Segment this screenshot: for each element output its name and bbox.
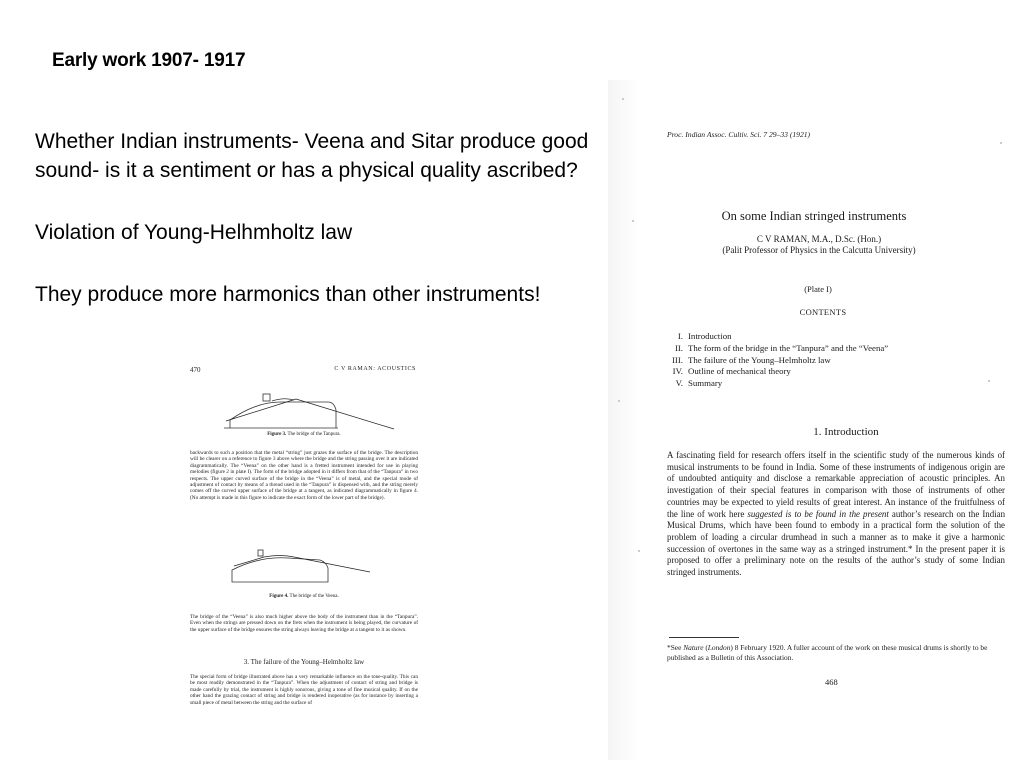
plate-reference: (Plate I) <box>804 284 832 294</box>
section3-heading: 3. The failure of the Young–Helmholtz law <box>243 658 365 666</box>
veena-bridge-figure <box>224 546 374 592</box>
footnote: *See Nature (London) 8 February 1920. A fuller account of the work on these musical drums is shortly to be published as a Bulletin of this Association. <box>667 643 988 662</box>
figure3-caption <box>186 432 422 437</box>
left-paragraph-3: The special form of bridge illustrated above has a very remarkable influence on the tone-quality. This can be most readily demonstrated in the “Tanpura”. When the adjustment of contact of string and bridge is made carefully by trial, the instrument is highly sonorous, giving a tone of fine musical quality. If on the other hand the grazing contact of string and bridge is rendered inoperative (as for instance by inserting a small piece of metal between the string and the surface of <box>190 674 418 706</box>
contents-heading: CONTENTS <box>799 307 847 317</box>
left-page-header <box>190 366 416 376</box>
author-line: C V RAMAN, M.A., D.Sc. (Hon.) <box>756 234 882 244</box>
left-paragraph-2: The bridge of the “Veena” is also much higher above the body of the instrument than in the “Tanpura”. Even when the strings are pressed down on the frets when the instrument is being played, the curvature of the upper surface of the bridge ensures the string always leaving the bridge at a tangent to it as shown. <box>190 614 418 633</box>
introduction-heading: 1. Introduction <box>813 426 879 438</box>
journal-reference: Proc. Indian Assoc. Cultiv. Sci. 7 29–33 (1921) <box>667 130 811 139</box>
body-point-violation: Violation of Young-Helhmholtz law <box>35 221 353 244</box>
figure4-text: The bridge of the Veena. <box>289 594 339 599</box>
introduction-paragraph: A fascinating field for research offers itself in the scientific study of the numerous kinds of musical instruments to be found in India. Some of these instruments of indigenous origin are of undoubted antiquity and disclose a remarkable appreciation of acoustic principles. An investigation of their special features in comparison with those of instruments of other countries may be expected to yield results of great interest. An instance of the fruitfulness of the line of work here suggested is to be found in the present author’s research on the Indian Musical Drums, which have been found to embody in a practical form the solution of the problem of loading a circular drumhead in such a manner as to make it give a harmonic succession of overtones in the same way as a stringed instrument.* In the present paper it is proposed to offer a preliminary note on the results of the author’s study of some Indian stringed instruments. <box>667 450 1006 578</box>
figure4-caption <box>186 594 422 599</box>
right-page-number: 468 <box>825 677 838 687</box>
toc-item: IV. Outline of mechanical theory <box>672 366 791 377</box>
toc-item: V. Summary <box>675 378 723 389</box>
author-affiliation: (Palit Professor of Physics in the Calcutta University) <box>722 245 916 255</box>
toc-item: I. Introduction <box>677 331 732 341</box>
article-title: On some Indian stringed instruments <box>721 209 907 223</box>
figure3-label: Figure 3. <box>267 432 287 437</box>
table-of-contents <box>666 331 888 390</box>
tanpura-bridge-figure <box>216 380 396 430</box>
scan-page-right <box>608 80 1014 760</box>
left-page-number: 470 <box>190 366 201 374</box>
left-running-head: C V RAMAN: ACOUSTICS <box>334 366 416 372</box>
figure4-label: Figure 4. <box>269 594 289 599</box>
body-point-question: Whether Indian instruments- Veena and Sitar produce good sound- is it a sentiment or has a physical quality ascribed? <box>35 130 589 182</box>
toc-item: II. The form of the bridge in the “Tanpura” and the “Veena” <box>674 342 889 353</box>
slide-title: Early work 1907- 1917 <box>52 50 246 71</box>
left-paragraph-1: backwards to such a position that the metal “string” just grazes the surface of the bridge. The description will be clearer on a reference to figure 3 above where the bridge and the string passing over it are indicated diagrammatically. The “Veena” on the other hand is a fretted instrument intended for use in playing melodies (figure 2 in plate I). The form of the bridge adopted in it differs from that of the “Tanpura” in two respects. The upper curved surface of the bridge in the “Veena” is of metal, and the special mode of adjustment of contact by means of a thread used in the “Tanpura” is dispensed with, and the string merely comes off the curved upper surface of the bridge at a tangent, as indicated diagrammatically in figure 4. (No attempt is made in this figure to indicate the exact form of the lower part of the bridge). <box>190 450 418 501</box>
scan-page-left <box>186 362 422 738</box>
footnote-divider <box>669 637 739 638</box>
slide-body <box>35 127 625 342</box>
body-point-harmonics: They produce more harmonics than other instruments! <box>35 283 541 306</box>
toc-item: III. The failure of the Young–Helmholtz law <box>672 354 831 365</box>
figure3-text: The bridge of the Tanpura. <box>287 432 341 437</box>
author-block <box>608 234 1014 256</box>
